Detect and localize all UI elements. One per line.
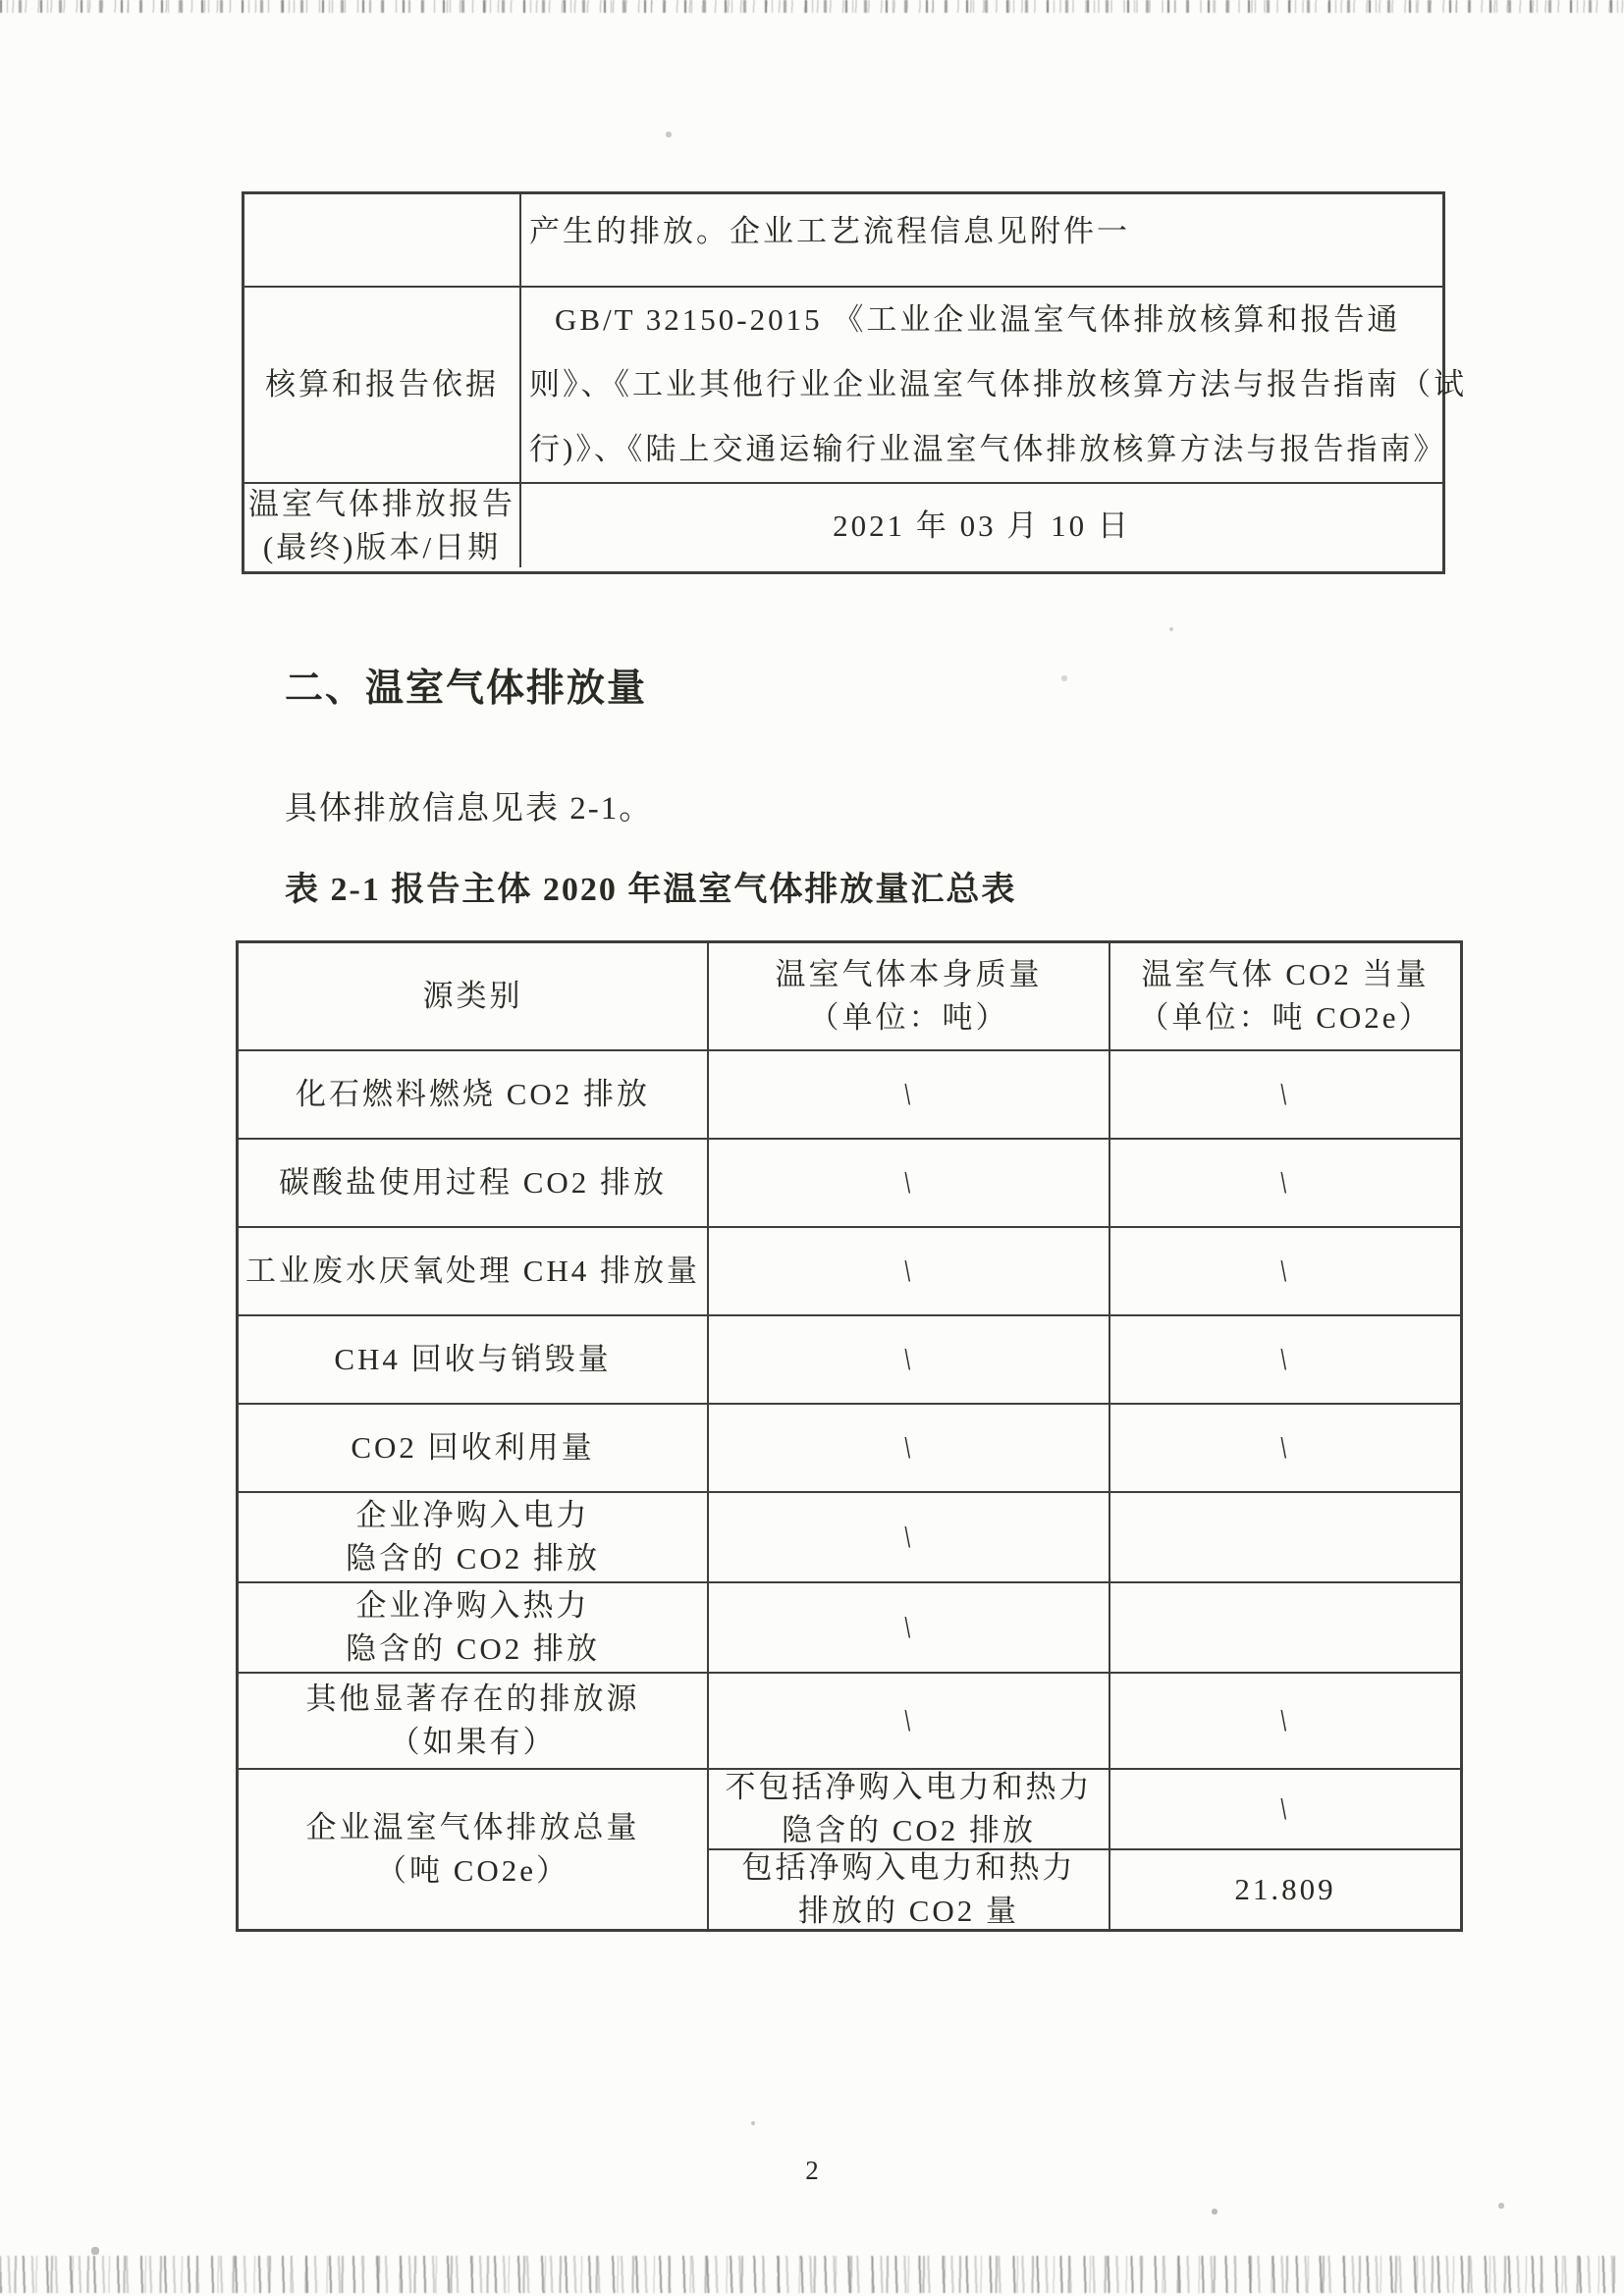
header-text: （单位：吨 CO2e）	[1138, 1000, 1433, 1035]
co2e-cell	[1109, 1226, 1460, 1314]
source-text: 碳酸盐使用过程 CO2 排放	[278, 1165, 668, 1200]
total-desc-text: 包括净购入电力和热力	[741, 1850, 1076, 1885]
row-label-line: 温室气体排放报告	[248, 486, 515, 521]
value-text: \	[900, 1429, 917, 1466]
total-value-text: 21.809	[1234, 1872, 1336, 1906]
mass-cell	[707, 1049, 1109, 1138]
source-text: 隐含的 CO2 排放	[345, 1541, 601, 1575]
mass-cell	[707, 1581, 1109, 1672]
row-content-line: 则》、《工业其他行业企业温室气体排放核算方法与报告指南（试	[529, 367, 1467, 401]
total-desc-cell	[707, 1848, 1109, 1929]
total-label-text: 企业温室气体排放总量	[305, 1810, 640, 1844]
header-cell-mass	[707, 943, 1109, 1049]
total-label-cell	[239, 1768, 707, 1929]
value-text: \	[1276, 1076, 1294, 1112]
row-content-line: GB/T 32150-2015 《工业企业温室气体排放核算和报告通	[555, 302, 1401, 337]
row-label: 核算和报告依据	[265, 367, 499, 401]
value-text: \	[900, 1702, 917, 1738]
source-cell	[239, 1049, 707, 1138]
co2e-cell	[1109, 1314, 1460, 1403]
total-desc-text: 隐含的 CO2 排放	[781, 1813, 1037, 1847]
table-row	[244, 482, 1442, 567]
source-cell	[239, 1314, 707, 1403]
value-text: \	[900, 1609, 917, 1645]
mass-cell	[707, 1226, 1109, 1314]
source-cell	[239, 1138, 707, 1226]
report-date: 2021 年 03 月 10 日	[833, 507, 1131, 543]
header-cell-co2e	[1109, 943, 1460, 1049]
row-content-line: 行)》、《陆上交通运输行业温室气体排放核算方法与报告指南》	[529, 432, 1447, 466]
value-text: \	[1276, 1790, 1294, 1827]
total-value-cell	[1109, 1848, 1460, 1929]
row-label-line: (最终)版本/日期	[262, 529, 502, 564]
source-cell	[239, 1491, 707, 1581]
source-text: 企业净购入热力	[355, 1588, 590, 1623]
header-text: （单位：吨）	[808, 1000, 1009, 1035]
table-row	[244, 286, 1467, 482]
total-value-cell	[1109, 1768, 1460, 1848]
table-row	[244, 194, 1442, 286]
value-text: \	[1276, 1164, 1294, 1201]
header-text: 源类别	[422, 979, 523, 1013]
mass-cell	[707, 1672, 1109, 1768]
source-text: 企业净购入电力	[355, 1498, 590, 1532]
value-text: \	[900, 1076, 917, 1112]
value-text: \	[1276, 1341, 1294, 1377]
row-content-cell	[521, 194, 1442, 286]
source-text: CH4 回收与销毁量	[334, 1342, 612, 1376]
total-desc-text: 不包括净购入电力和热力	[725, 1770, 1093, 1804]
section-heading: 二、温室气体排放量	[285, 667, 648, 710]
reference-table	[242, 191, 1467, 574]
total-label-text: （吨 CO2e）	[375, 1853, 570, 1888]
total-desc-cell	[707, 1768, 1109, 1848]
source-cell	[239, 1672, 707, 1768]
source-text: 其他显著存在的排放源	[305, 1682, 640, 1716]
page-number: 2	[805, 2156, 819, 2185]
source-text: CO2 回收利用量	[351, 1430, 595, 1465]
mass-cell	[707, 1403, 1109, 1491]
table-caption: 表 2-1 报告主体 2020 年温室气体排放量汇总表	[285, 872, 1017, 908]
value-text: \	[1276, 1253, 1294, 1289]
co2e-cell	[1109, 1138, 1460, 1226]
value-text: \	[900, 1253, 917, 1289]
value-text: \	[900, 1341, 917, 1377]
value-text: \	[1276, 1429, 1294, 1466]
source-text: 隐含的 CO2 排放	[345, 1631, 601, 1666]
scan-noise-top	[0, 0, 1624, 13]
emission-summary-table	[236, 940, 1463, 1932]
co2e-cell	[1109, 1403, 1460, 1491]
co2e-cell	[1109, 1672, 1460, 1768]
row-content-cell	[521, 288, 1467, 482]
header-text: 温室气体 CO2 当量	[1141, 957, 1430, 991]
source-cell	[239, 1226, 707, 1314]
row-content-cell	[521, 484, 1442, 567]
mass-cell	[707, 1314, 1109, 1403]
header-cell-source	[239, 943, 707, 1049]
co2e-cell	[1109, 1491, 1460, 1581]
source-text: （如果有）	[389, 1725, 557, 1759]
source-cell	[239, 1403, 707, 1491]
source-cell	[239, 1581, 707, 1672]
value-text: \	[900, 1164, 917, 1201]
row-label-cell	[244, 484, 521, 567]
scan-noise-bottom	[0, 2256, 1624, 2293]
total-desc-text: 排放的 CO2 量	[797, 1894, 1020, 1928]
co2e-cell	[1109, 1049, 1460, 1138]
value-text: \	[900, 1519, 917, 1555]
mass-cell	[707, 1491, 1109, 1581]
row-label-cell	[244, 194, 521, 286]
mass-cell	[707, 1138, 1109, 1226]
scan-specks	[0, 0, 2, 2]
section-intro-paragraph: 具体排放信息见表 2-1。	[285, 791, 654, 827]
row-label-cell	[244, 288, 521, 482]
source-text: 工业废水厌氧处理 CH4 排放量	[244, 1254, 701, 1288]
row-content: 产生的排放。企业工艺流程信息见附件一	[529, 214, 1130, 248]
header-text: 温室气体本身质量	[775, 957, 1043, 991]
co2e-cell	[1109, 1581, 1460, 1672]
source-text: 化石燃料燃烧 CO2 排放	[295, 1077, 651, 1111]
value-text: \	[1276, 1702, 1294, 1738]
